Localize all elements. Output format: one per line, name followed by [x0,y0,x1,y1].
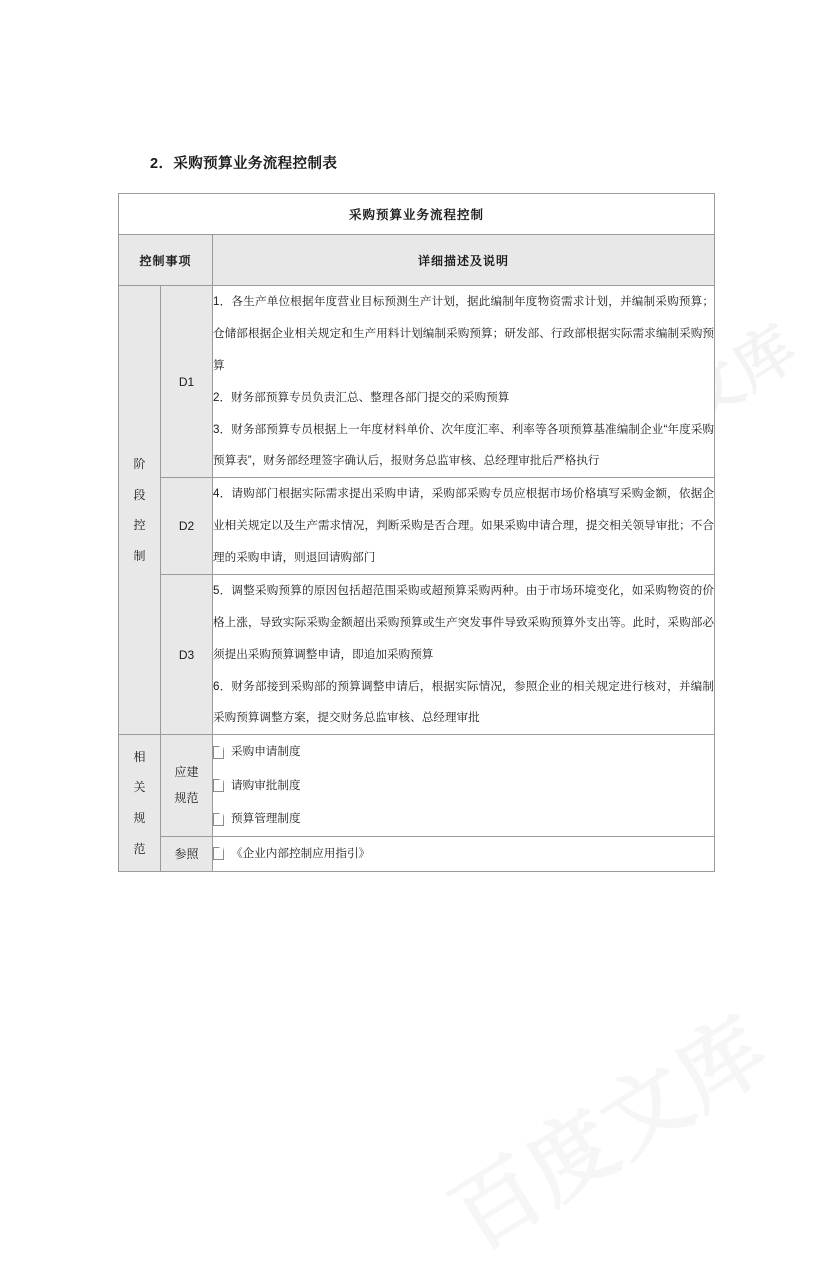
norm-label-char: 范 [133,841,146,856]
norm-code-char: 规范 [174,790,199,805]
detail-paragraph: 5．调整采购预算的原因包括超范围采购或超预算采购两种。由于市场环境变化，如采购物资的价格上涨，导致实际采购金额超出采购预算或生产突发事件导致采购预算外支出等。此时，采购部必须提出采购预算调整申请，即追加采购预算 [213,583,715,661]
norm-list-reference [213,837,715,872]
stage-label-char: 制 [133,548,146,563]
document-bullet-icon [213,746,224,759]
detail-paragraph: 2．财务部预算专员负责汇总、整理各部门提交的采购预算 [213,390,510,404]
stage-label-char: 阶 [133,456,146,471]
column-header-detail: 详细描述及说明 [213,235,715,286]
column-header-control-item: 控制事项 [119,235,213,286]
stage-detail-d2 [213,478,715,575]
list-item [213,802,714,836]
list-item-label: 请购审批制度 [231,778,301,792]
stage-code-d2: D2 [161,478,213,575]
table-header-row [119,235,715,286]
norm-code-should-build [161,735,213,837]
list-item [213,769,714,803]
list-item-label: 《企业内部控制应用指引》 [231,847,371,861]
norm-label-char: 相 [133,749,146,764]
list-item-label: 采购申请制度 [231,745,301,759]
list-item-label: 预算管理制度 [231,812,301,826]
stage-label-char: 控 [133,518,146,533]
table-row [119,478,715,575]
stage-code-d1: D1 [161,286,213,478]
table-title: 采购预算业务流程控制 [119,194,715,235]
list-item [213,837,714,871]
norm-label-char: 关 [133,780,146,795]
table-row [119,574,715,734]
table-title-row [119,194,715,235]
document-bullet-icon [213,779,224,792]
table-row [119,837,715,872]
table-row [119,286,715,478]
control-table [118,193,715,872]
norm-code-reference: 参照 [161,837,213,872]
document-bullet-icon [213,813,224,826]
page-title: 2．采购预算业务流程控制表 [150,156,338,172]
norm-label-char: 规 [133,810,146,825]
detail-paragraph: 4．请购部门根据实际需求提出采购申请，采购部采购专员应根据市场价格填写采购金额，依据企业相关规定以及生产需求情况，判断采购是否合理。如果采购申请合理，提交相关领导审批；不合理的采购申请，则退回请购部门 [213,487,715,564]
stage-code-d3: D3 [161,574,213,734]
related-norm-label [119,735,161,871]
detail-paragraph: 6．财务部接到采购部的预算调整申请后，根据实际情况，参照企业的相关规定进行核对，并编制采购预算调整方案，提交财务总监审核、总经理审批 [213,679,715,725]
stage-control-label [119,286,161,735]
detail-paragraph: 1．各生产单位根据年度营业目标预测生产计划，据此编制年度物资需求计划，并编制采购预算；仓储部根据企业相关规定和生产用料计划编制采购预算；研发部、行政部根据实际需求编制采购预算 [213,295,715,372]
stage-detail-d1 [213,286,715,478]
stage-detail-d3 [213,574,715,734]
document-bullet-icon [213,847,224,860]
detail-paragraph: 3．财务部预算专员根据上一年度材料单价、次年度汇率、利率等各项预算基准编制企业“年度采购预算表”，财务部经理签字确认后，报财务总监审核、总经理审批后严格执行 [213,422,715,468]
stage-label-char: 段 [133,487,146,502]
norm-code-char: 应建 [174,765,199,780]
watermark-text [424,981,788,1273]
table-row [119,735,715,837]
norm-list-should-build [213,735,715,837]
list-item [213,735,714,769]
